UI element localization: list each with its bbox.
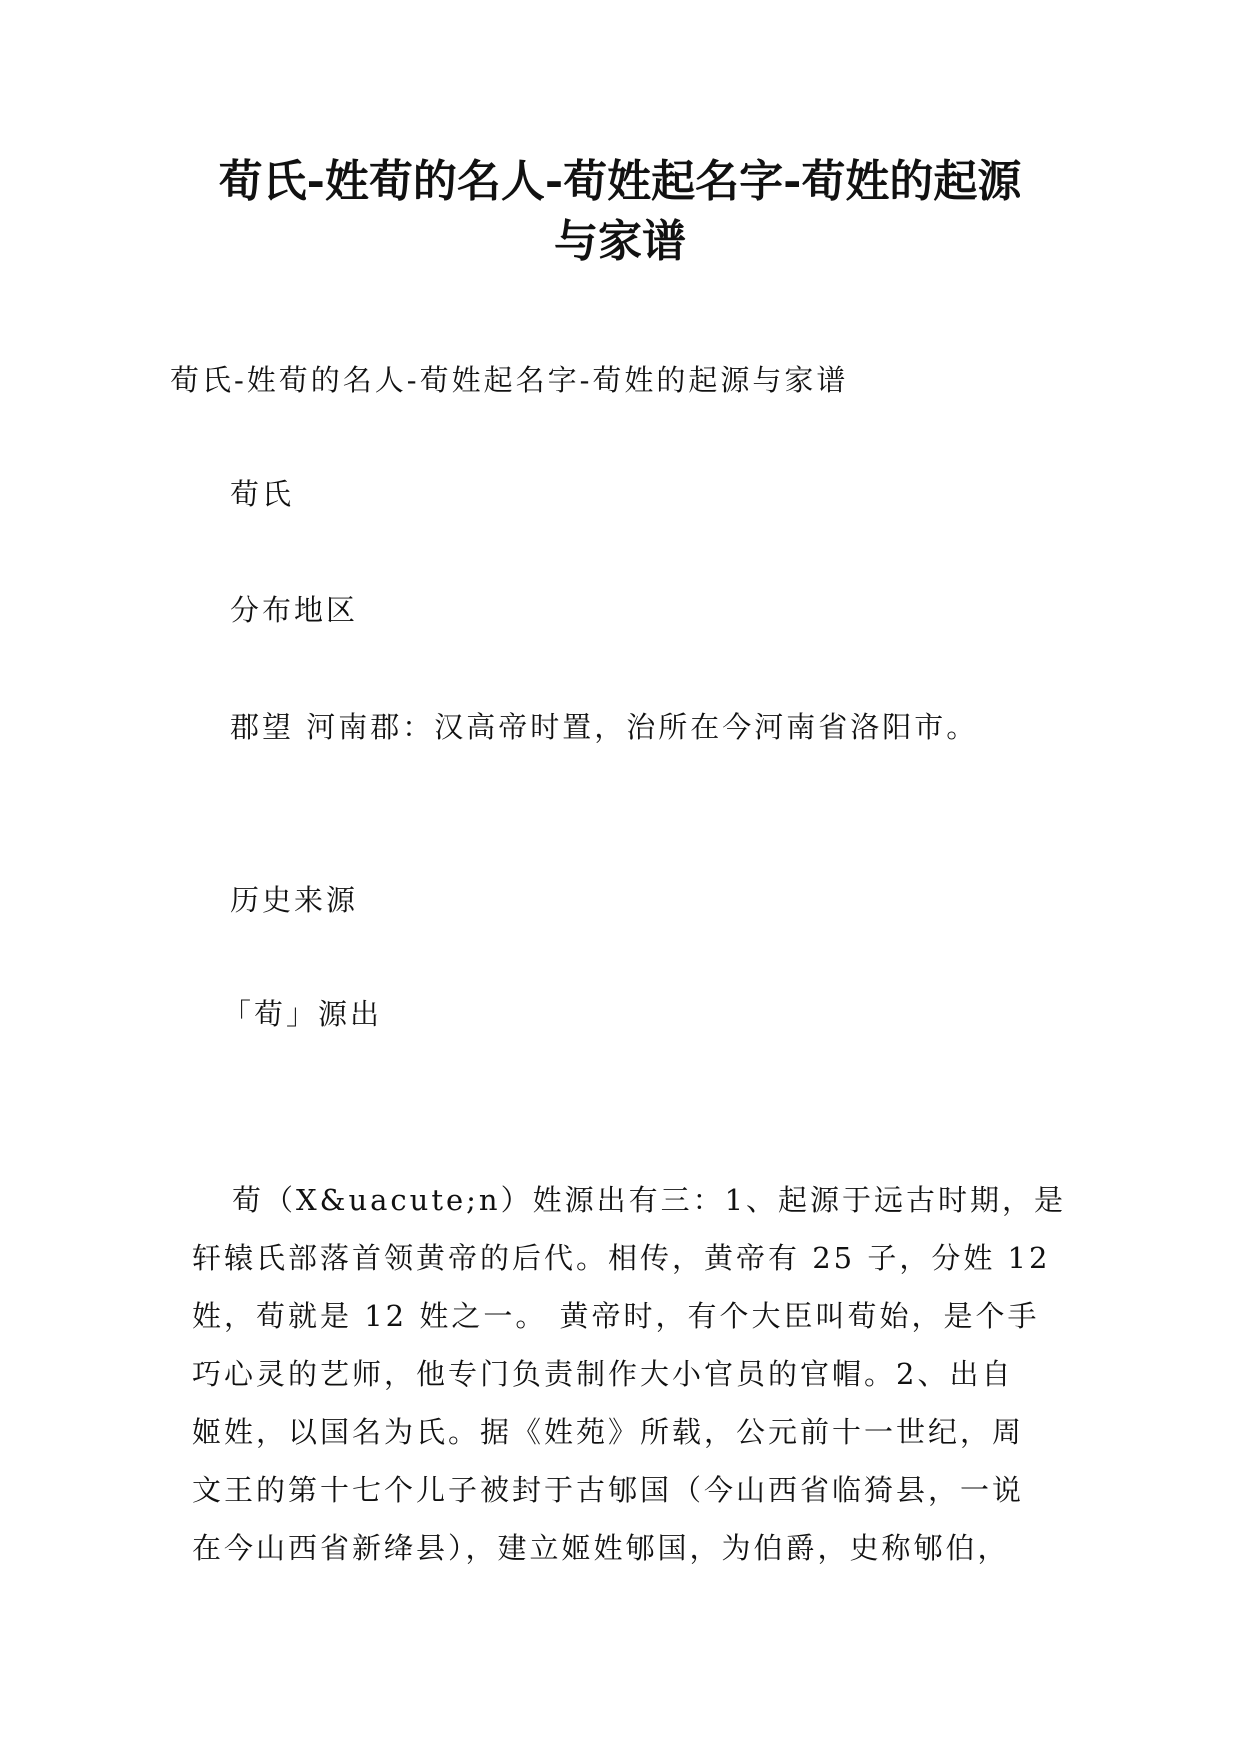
paragraph-line: 姬姓，以国名为氏。据《姓苑》所载，公元前十一世纪，周 [192,1415,1025,1449]
document-title [170,152,1070,272]
section-heading-distribution: 分布地区 [230,593,359,627]
paragraph-line: 荀（X&uacute;n）姓源出有三：1、起源于远古时期，是 [232,1183,1067,1217]
title-line-2: 与家谱 [554,216,686,267]
title-line-1: 荀氏-姓荀的名人-荀姓起名字-荀姓的起源 [218,156,1022,207]
paragraph-origin-body [192,1171,1067,1577]
paragraph-line: 巧心灵的艺师，他专门负责制作大小官员的官帽。2、出自 [192,1357,1014,1391]
paragraph-line: 在今山西省新绛县），建立姬姓郇国，为伯爵，史称郇伯， [192,1531,1010,1565]
paragraph-line: 姓，荀就是 12 姓之一。 黄帝时，有个大臣叫荀始，是个手 [192,1299,1040,1333]
section-heading-history: 历史来源 [230,883,359,917]
paragraph-line: 轩辕氏部落首领黄帝的后代。相传，黄帝有 25 子，分姓 12 [192,1241,1051,1275]
section-heading-surname: 荀氏 [230,477,295,511]
section-heading-origin: 「荀」源出 [222,997,383,1031]
paragraph-commandery: 郡望 河南郡：汉高帝时置，治所在今河南省洛阳市。 [230,710,979,744]
document-subtitle: 荀氏-姓荀的名人-荀姓起名字-荀姓的起源与家谱 [170,363,849,397]
paragraph-line: 文王的第十七个儿子被封于古郇国（今山西省临猗县，一说 [192,1473,1025,1507]
